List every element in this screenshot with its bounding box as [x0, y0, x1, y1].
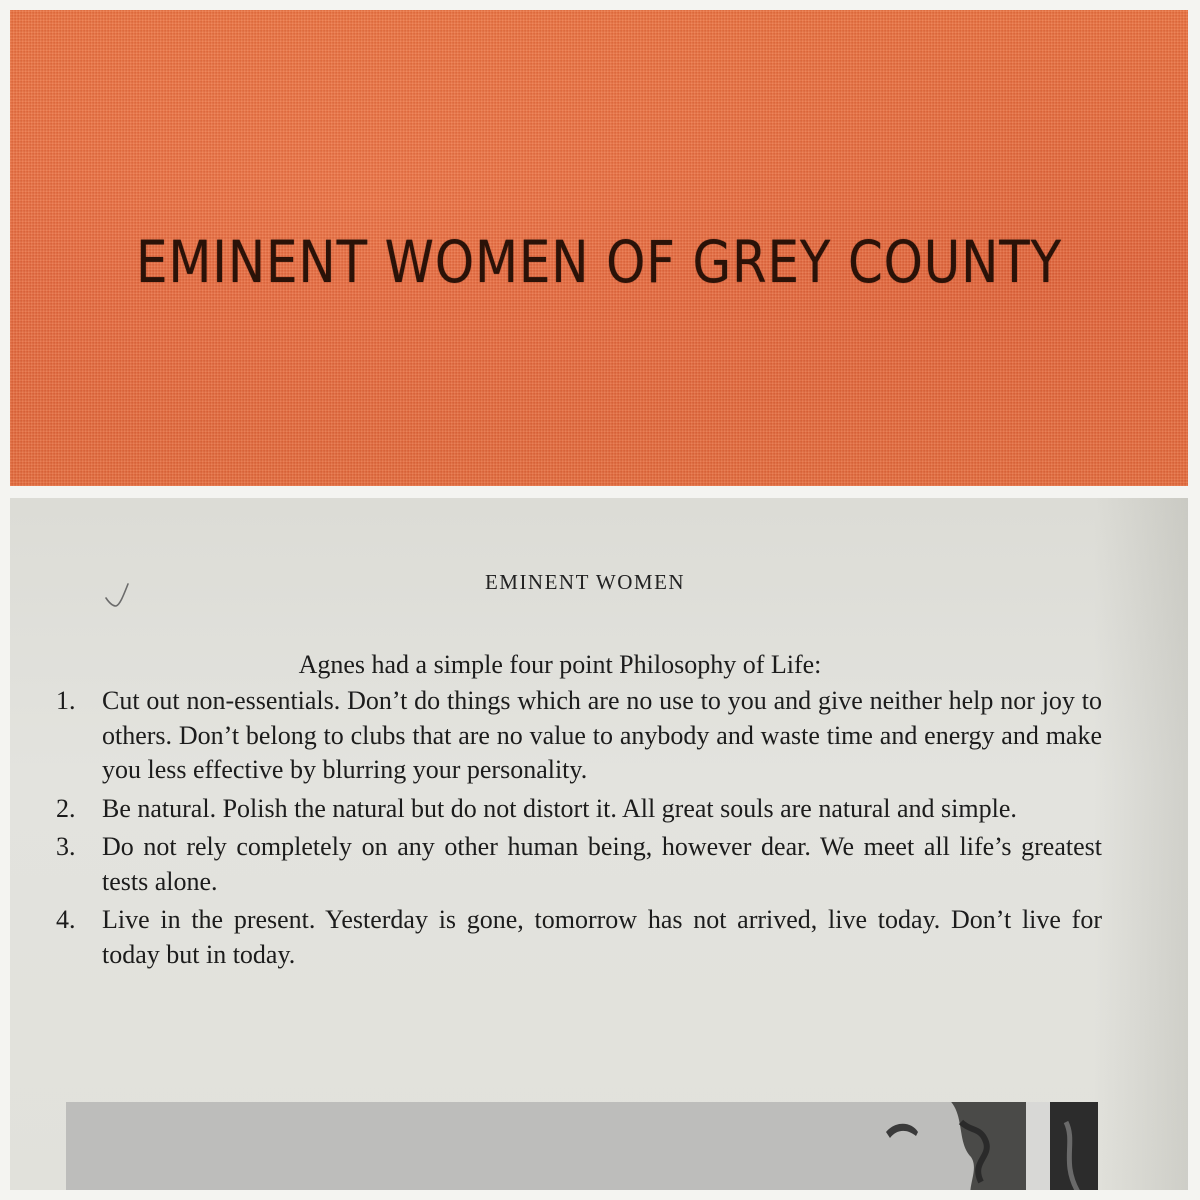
book-page: [10, 498, 1188, 1190]
list-item: [56, 903, 1102, 972]
list-item: [56, 684, 1102, 788]
book-cover: [10, 10, 1188, 486]
running-head: EMINENT WOMEN: [484, 570, 686, 594]
cover-title: EMINENT WOMEN OF GREY COUNTY: [136, 228, 1062, 296]
list-item: [56, 792, 1102, 827]
list-item: [56, 830, 1102, 899]
item-text: Live in the present. Yesterday is gone, tomorrow has not arrived, live today. Don’t live for today but in today.: [102, 905, 1102, 969]
philosophy-list: [56, 684, 1102, 976]
item-number: 4.: [56, 905, 76, 934]
item-text: Be natural. Polish the natural but do not distort it. All great souls are natural and simple.: [102, 793, 1017, 823]
item-number: 3.: [56, 832, 76, 861]
item-text: Cut out non-essentials. Don’t do things which are no use to you and give neither help nor joy to others. Don’t belong to clubs that are no value to anybody and waste time and energy and make you less effective by blurring your personality.: [102, 686, 1102, 784]
photo-plate: [66, 1102, 1098, 1190]
photo-content: [66, 1102, 1098, 1190]
item-number: 1.: [56, 686, 76, 715]
intro-line: Agnes had a simple four point Philosophy of Life:: [298, 650, 822, 679]
item-text: Do not rely completely on any other human being, however dear. We meet all life’s greatest tests alone.: [102, 832, 1102, 896]
item-number: 2.: [56, 793, 76, 823]
